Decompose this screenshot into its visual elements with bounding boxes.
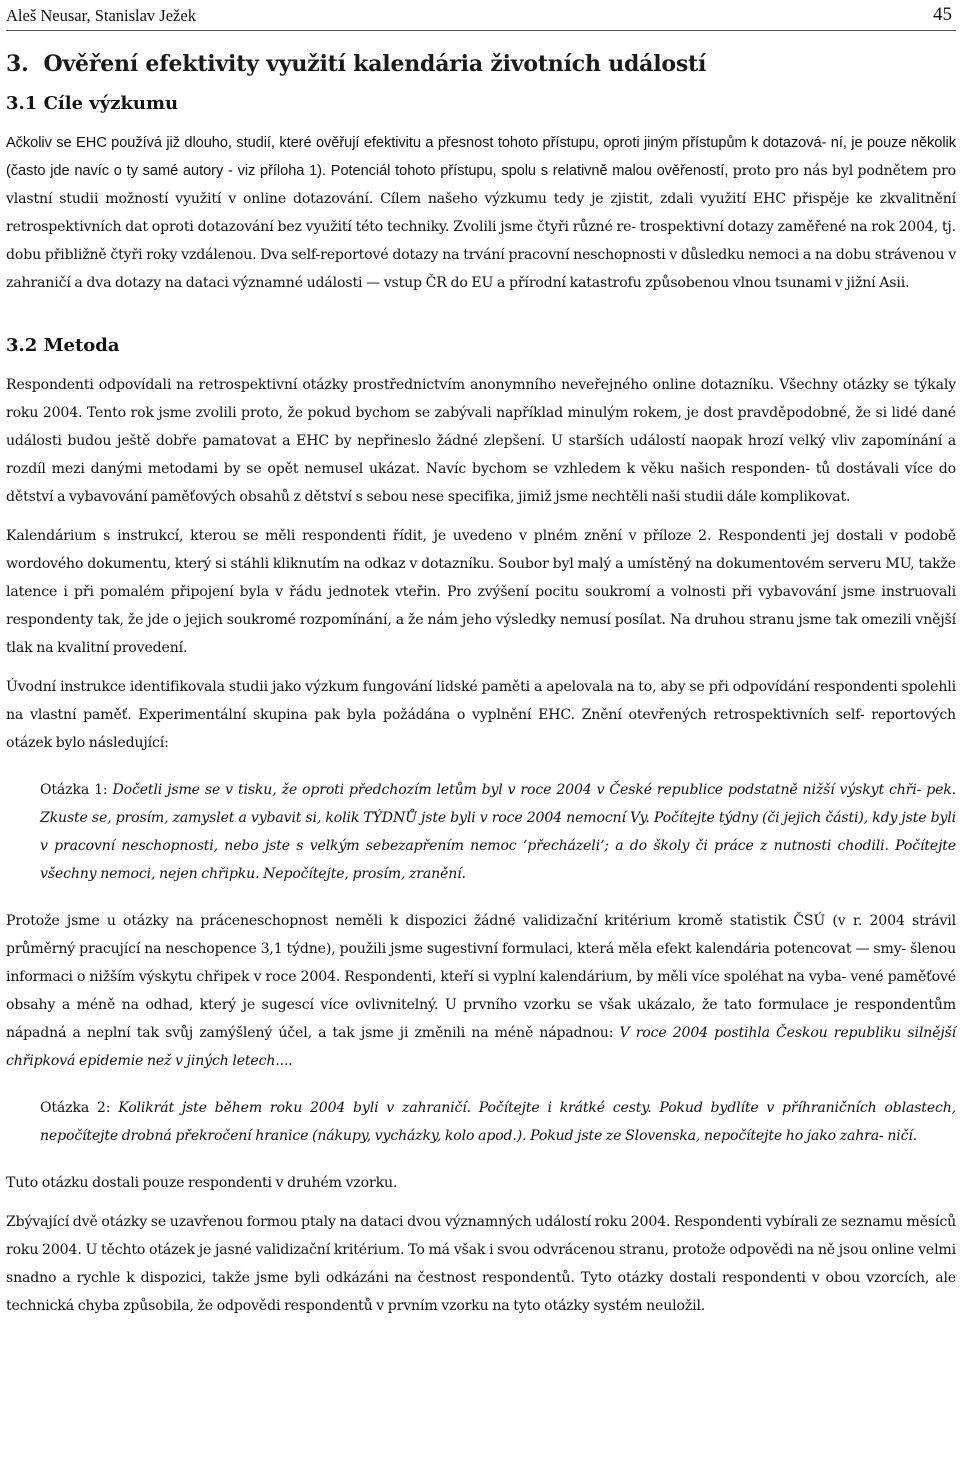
paragraph-method-4-lead: Protože jsme u otázky na práceneschopnost neměli k dispozici žádné validizační kritérium kromě statistik ČSÚ (v r. 2004 strávil průměrný pracující na neschopence 3,1 týdne), použili jsme sugestivní formulaci, která měla efekt kalendária potencovat — smy- šlenou informaci o nižším výskytu chřipek v roce 2004. Respondenti, kteří si vyplní kalendárium, by měli více spoléhat na vyba- vené paměťové obsahy a méně na odhad, který je sugescí více ovlivnitelný. U prvního vzorku se však ukázalo, že tato formulace je respondentům nápadná a neplní tak svůj zamýšlený účel, a tak jsme ji změnili na méně nápadnou: bbox=[6, 913, 956, 1041]
section-title: 3. Ověření efektivity využití kalendária životních událostí bbox=[6, 51, 707, 77]
subsection-title-method: 3.2 Metoda bbox=[6, 335, 120, 356]
question-2-label: Otázka 2: bbox=[40, 1100, 119, 1116]
paragraph-method-4-end: . bbox=[288, 1053, 293, 1069]
paragraph-aims-sans-part: Ačkoliv se EHC používá již dlouho, studií, které ověřují efektivitu a přesnost tohoto přístupu, oproti jiným přístupům k dotazová- ní, je pouze několik (často jde navíc o ty samé autory - viz příloha 1). Potenciál tohoto přístupu, spolu s relativně malou ověřeností, bbox=[6, 135, 956, 179]
paragraph-aims bbox=[6, 129, 956, 297]
question-1-label: Otázka 1: bbox=[40, 782, 113, 798]
paragraph-method-2: Kalendárium s instrukcí, kterou se měli respondenti řídit, je uvedeno v plném znění v příloze 2. Respondenti jej dostali v podobě wordového dokumentu, který si stáhli kliknutím na odkaz v dotazníku. Soubor byl malý a umístěný na dokumentovém serveru MU, takže latence i při pomalém připojení byla v řádu jednotek vteřin. Pro zvýšení pocitu soukromí a volnosti při vybavování jsme instruovali respondenty tak, že jde o jejich soukromé rozpomínání, a že nám jeho výsledky nemusí posílat. Na druhou stranu jsme tak omezili vnější tlak na kvalitní provedení. bbox=[6, 528, 956, 656]
paragraph-method-5: Tuto otázku dostali pouze respondenti v druhém vzorku. bbox=[6, 1175, 398, 1191]
running-header bbox=[6, 0, 956, 31]
paragraph-method-4-italic: V roce 2004 postihla Českou republiku silnější chřipková epidemie než v jiných letech... bbox=[6, 1025, 956, 1069]
subsection-title-aims: 3.1 Cíle výzkumu bbox=[6, 93, 179, 114]
paragraph-method-3: Úvodní instrukce identifikovala studii jako výzkum fungování lidské paměti a apelovala na to, aby se při odpovídání respondenti spolehli na vlastní paměť. Experimentální skupina pak byla požádána o vyplnění EHC. Znění otevřených retrospektivních self- reportových otázek bylo následující: bbox=[6, 679, 956, 751]
question-2 bbox=[40, 1094, 956, 1150]
paragraph-method-1: Respondenti odpovídali na retrospektivní otázky prostřednictvím anonymního neveřejného online dotazníku. Všechny otázky se týkaly roku 2004. Tento rok jsme zvolili proto, že pokud bychom se zabývali například minulým rokem, je dost pravděpodobné, že si lidé dané události budou ještě dobře pamatovat a EHC by nepřineslo žádné zlepšení. U starších událostí naopak hrozí velký vliv zapomínání a rozdíl mezi danými metodami by se opět nemusel ukázat. Navíc bychom se vzhledem k věku našich responden- tů dostávali více do dětství a vybavování paměťových obsahů z dětství s sebou nese specifika, jimiž jsme nechtěli naši studii dále komplikovat. bbox=[6, 377, 956, 505]
paragraph-method-4 bbox=[6, 907, 956, 1075]
page-number: 45 bbox=[933, 4, 952, 25]
paragraph-aims-serif-part: proto pro nás byl podnětem pro vlastní studii možností využití v online dotazování. Cílem našeho výzkumu tedy je zjistit, zdali využití EHC přispěje ke zkvalitnění retrospektivních dat oproti dotazování bez využití této techniky. Zvolili jsme čtyři různé re- trospektivní dotazy zaměřené na rok 2004, tj. dobu přibližně čtyři roky vzdálenou. Dva self-reportové dotazy na trvání pracovní neschopnosti v důsledku nemoci a na dobu strávenou v zahraničí a dva dotazy na dataci významné události — vstup ČR do EU a přírodní katastrofu způsobenou vlnou tsunami v jižní Asii. bbox=[6, 163, 956, 291]
question-2-text: Kolikrát jste během roku 2004 byli v zahraničí. Počítejte i krátké cesty. Pokud bydlíte v příhraničních oblastech, nepočítejte drobná překročení hranice (nákupy, vycházky, kolo apod.). Pokud jste ze Slovenska, nepočítejte ho jako zahra- ničí. bbox=[40, 1100, 957, 1144]
question-1-text: Dočetli jsme se v tisku, že oproti předchozím letům byl v roce 2004 v České republice podstatně nižší výskyt chři- pek. Zkuste se, prosím, zamyslet a vybavit si, kolik TÝDNŮ jste byli v roce 2004 nemocní Vy. Počítejte týdny (či jejich části), kdy jste byli v pracovní neschopnosti, nebo jste s velkým sebezapřením nemoc ‘přecházeli‘; a do školy či práce z nutnosti chodili. Počítejte všechny nemoci, nejen chřipku. Nepočítejte, prosím, zranění. bbox=[40, 782, 956, 882]
header-authors: Aleš Neusar, Stanislav Ježek bbox=[6, 6, 196, 25]
paragraph-method-6: Zbývající dvě otázky se uzavřenou formou ptaly na dataci dvou významných událostí roku 2004. Respondenti vybírali ze seznamu měsíců roku 2004. U těchto otázek je jasné validizační kritérium. To má však i svou odvrácenou stranu, protože odpovědi na ně jsou online velmi snadno a rychle k dispozici, takže jsme byli odkázáni na čestnost respondentů. Tyto otázky dostali respondenti v obou vzorcích, ale technická chyba způsobila, že odpovědi respondentů v prvním vzorku na tyto otázky systém neuložil. bbox=[6, 1214, 956, 1314]
document-page bbox=[6, 0, 956, 1320]
question-1 bbox=[40, 776, 956, 888]
